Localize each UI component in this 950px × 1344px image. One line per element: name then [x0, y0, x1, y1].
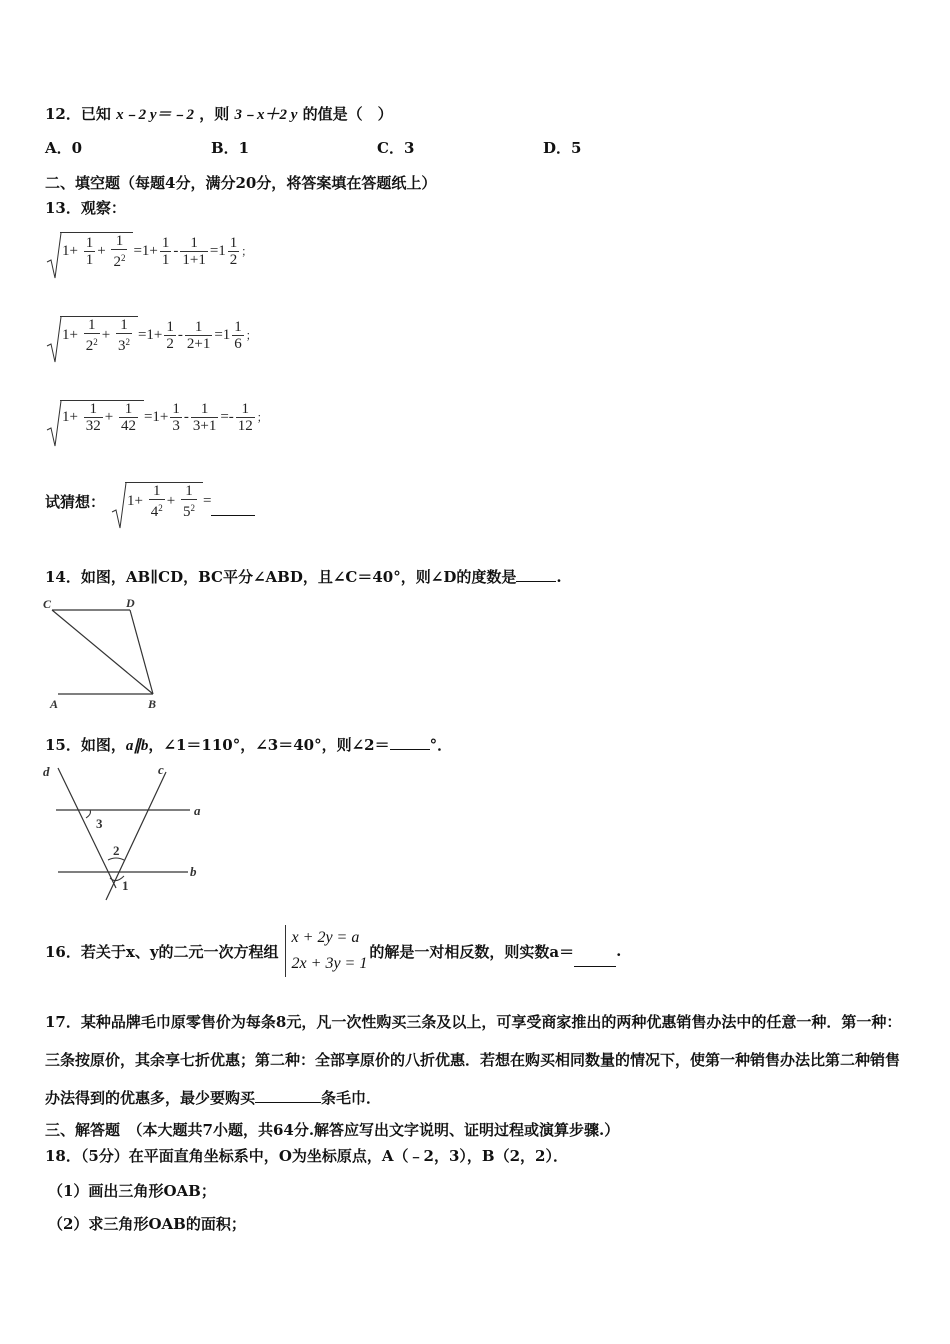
label-c: C: [43, 597, 52, 611]
q16-equation-2: 2x + 3y = 1: [291, 955, 368, 972]
q13-answer-blank[interactable]: [211, 501, 255, 516]
q18-stem: 18．（5分）在平面直角坐标系中，O为坐标原点，A（﹣2，3），B（2，2）．: [45, 1147, 568, 1165]
q15-answer-blank[interactable]: [390, 735, 430, 750]
q16-equation-system: [285, 925, 368, 977]
q13-line-3: 1+ $\frac{1}{32}$ + $\frac{1}{42}$ =1+ $\frac{1}{3}$ - $\frac{1}{3+1}$ =- $\frac{1}{12}$ ；: [46, 400, 268, 434]
q12-option-a: A．0: [45, 139, 83, 157]
q13-line-1: 1+ $\frac{1}{1}$ + $\frac{1}{2^2}$ =1+ $\frac{1}{1}$ - $\frac{1}{1+1}$ =1 $\frac{1}{2}$ ；: [46, 232, 252, 270]
q17-stem: 17．某种品牌毛巾原零售价为每条8元，凡一次性购买三条及以上，可享受商家推出的两种优惠销售办法中的任意一种．第一种：三条按原价，其余享七折优惠；第二种：全部享原价的八折优惠．若想在购买相同数量的情况下，使第一种销售办法比第二种销售办法得到的优惠多，最少要购买 条毛巾．: [45, 1013, 902, 1107]
q14-stem: 14．如图，AB∥CD，BC平分∠ABD，且∠C＝40°，则∠D的度数是 .: [45, 568, 562, 586]
q16-equation-1: x + 2y = a: [291, 929, 360, 946]
q13-guess: 试猜想： 1+ $\frac{1}{4^2}$ + $\frac{1}{5^2}$ =: [45, 482, 255, 520]
line-db: [130, 610, 153, 694]
q16-stem: 16．若关于x、y的二元一次方程组 x + 2y = a 2x + 3y = 1 的解是一对相反数，则实数a＝ .: [45, 925, 621, 977]
q13-line-2: 1+ $\frac{1}{2^2}$ + $\frac{1}{3^2}$ =1+ $\frac{1}{2}$ - $\frac{1}{2+1}$ =1 $\frac{1}{6}$ ；: [46, 316, 257, 354]
q13-guess-label: 试猜想：: [45, 492, 106, 511]
q13-title: 13．观察：: [45, 199, 126, 217]
q12-given-equation: x﹣2 y＝﹣2: [116, 107, 195, 123]
label-angle-2: 2: [113, 843, 120, 858]
q18-sub-2: （2）求三角形OAB的面积；: [48, 1215, 246, 1233]
radical-sign: 1+ $\frac{1}{32}$ + $\frac{1}{42}$: [46, 400, 144, 434]
angle-2-arc: [108, 858, 124, 860]
label-a: A: [50, 697, 59, 711]
q18-sub-1: （1）画出三角形OAB；: [48, 1182, 216, 1200]
q12-option-b: B．1: [211, 139, 250, 157]
q17-answer-blank[interactable]: [255, 1088, 321, 1103]
label-c: c: [158, 762, 164, 777]
q12-option-d: D．5: [543, 139, 582, 157]
q16-answer-blank[interactable]: [574, 952, 616, 967]
q14-figure: [40, 596, 170, 714]
label-a: a: [194, 803, 201, 818]
label-angle-3: 3: [96, 816, 103, 831]
label-angle-1: 1: [122, 878, 129, 893]
q14-answer-blank[interactable]: [516, 567, 556, 582]
q15-stem: 15．如图，a∥b，∠1＝110°，∠3＝40°，则∠2＝ °．: [45, 736, 453, 754]
q12-stem: 12．已知 x﹣2 y＝﹣2 ，则 3﹣x＋2 y 的值是（ ）: [45, 105, 393, 123]
q15-parallel: a∥b: [125, 738, 149, 754]
label-d: D: [126, 596, 135, 610]
label-b: B: [148, 697, 157, 711]
radical-sign: 1+ $\frac{1}{2^2}$ + $\frac{1}{3^2}$: [46, 316, 138, 354]
section3-heading: 三、解答题 （本大题共7小题，共64分.解答应写出文字说明、证明过程或演算步骤.）: [45, 1121, 620, 1139]
q12-expression: 3﹣x＋2 y: [234, 107, 298, 123]
label-d: d: [43, 764, 50, 779]
line-cb: [52, 610, 153, 694]
radical-sign: 1+ $\frac{1}{1}$ + $\frac{1}{2^2}$: [46, 232, 133, 270]
angle-3-arc: [86, 810, 91, 818]
q15-figure: [40, 760, 210, 905]
q12-option-c: C．3: [377, 139, 415, 157]
section2-heading: 二、填空题（每题4分，满分20分，将答案填在答题纸上）: [45, 174, 437, 192]
line-d: [58, 768, 116, 888]
label-b: b: [190, 864, 197, 879]
radical-sign: 1+ $\frac{1}{4^2}$ + $\frac{1}{5^2}$: [111, 482, 203, 520]
